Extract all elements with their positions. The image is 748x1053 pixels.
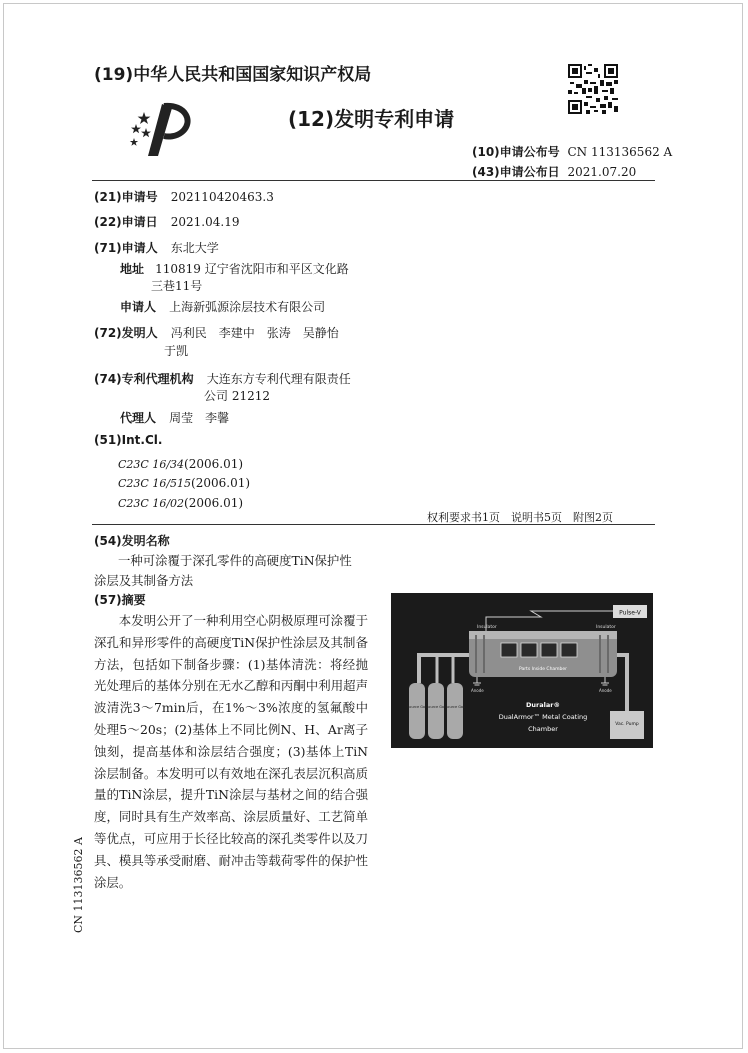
second-applicant-label: 申请人 (120, 300, 157, 314)
applicant-row (94, 237, 219, 256)
ipc-code: C23C 16/02 (118, 497, 185, 510)
publication-date: 2021.07.20 (567, 165, 637, 179)
gas-cylinder (428, 683, 444, 739)
publication-date-label: (43)申请公布日 (472, 165, 560, 179)
inventors-line-2: 于凯 (164, 344, 189, 358)
insulator-left-label: Insulator (477, 625, 497, 630)
office-name: (19)中华人民共和国国家知识产权局 (94, 65, 372, 85)
second-applicant-row (120, 296, 325, 315)
address-line-2: 三巷11号 (151, 279, 203, 293)
agency-label: (74)专利代理机构 (94, 372, 194, 386)
publication-number-row (472, 143, 672, 160)
publication-date-row (472, 163, 636, 180)
ipc-row (118, 492, 243, 511)
source-gas-label: Source Gas (407, 705, 427, 709)
pages-info: 权利要求书1页 说明书5页 附图2页 (427, 511, 613, 524)
application-date-label: (22)申请日 (94, 215, 158, 229)
anode-left-label: Anode (471, 688, 484, 693)
application-number-row (94, 186, 274, 205)
publication-number: CN 113136562 A (567, 145, 673, 159)
publication-number-label: (10)申请公布号 (472, 145, 560, 159)
agency-line-1: 大连东方专利代理有限责任 (206, 372, 351, 386)
invention-title-label: (54)发明名称 (94, 534, 170, 548)
side-publication-number (60, 833, 90, 933)
anode-right-label: Anode (599, 688, 612, 693)
part-block (561, 643, 577, 657)
applicant: 东北大学 (170, 241, 219, 255)
cnipa-logo (124, 100, 196, 162)
ipc-row (118, 453, 243, 472)
agency-line-2: 公司 21212 (204, 389, 270, 403)
ipc-code: C23C 16/515 (118, 477, 192, 490)
inventors-line-1: 冯利民 李建中 张涛 吴静怡 (170, 326, 339, 340)
insulator-right-label: Insulator (596, 625, 616, 630)
agents: 周莹 李馨 (169, 411, 230, 425)
part-block (541, 643, 557, 657)
abstract-label: (57)摘要 (94, 593, 146, 607)
address-label: 地址 (120, 262, 145, 276)
application-number-label: (21)申请号 (94, 190, 158, 204)
application-number: 202110420463.3 (170, 190, 274, 204)
brand-product: DualArmor™ Metal Coating (498, 713, 588, 721)
ipc-date: (2006.01) (184, 496, 244, 510)
gas-cylinder (409, 683, 425, 739)
ipc-date: (2006.01) (184, 457, 244, 471)
gas-cylinder (447, 683, 463, 739)
applicant-label: (71)申请人 (94, 241, 158, 255)
agent-row (120, 407, 229, 426)
invention-title-line-1: 一种可涂覆于深孔零件的高硬度TiN保护性 (118, 553, 352, 568)
coating-chamber-figure (391, 593, 653, 748)
part-block (501, 643, 517, 657)
vacuum-pump-label: Vac. Pump (615, 722, 639, 727)
brand-name: Duralar® (526, 701, 560, 709)
inventors-label: (72)发明人 (94, 326, 158, 340)
application-date-row (94, 211, 239, 230)
document-type: (12)发明专利申请 (288, 107, 455, 131)
brand-chamber: Chamber (528, 725, 558, 733)
pages-divider (92, 524, 655, 525)
ipc-row (118, 472, 250, 491)
address-line-1: 110819 辽宁省沈阳市和平区文化路 (155, 262, 349, 276)
qr-code-icon (568, 64, 618, 114)
part-block (521, 643, 537, 657)
agency-row (94, 368, 351, 387)
parts-inside-label: Parts Inside Chamber (518, 667, 568, 672)
abstract-text: 本发明公开了一种利用空心阴极原理可涂覆于深孔和异形零件的高硬度TiN保护性涂层及其制备方法，包括如下制备步骤：(1)基体清洗：将经抛光处理后的基体分别在无水乙醇和丙酮中利用超声波清洗3～7min后，在1%～3%浓度的氢氟酸中处理5～20s；(2)基体上不同比例N、H、Ar离子蚀刻，提高基体和涂层结合强度；(3)基体上TiN涂层制备。本发明可以有效地在深孔表层沉积高质量的TiN涂层，提升TiN涂层与基材之间的结合强度，同时具有生产效率高、涂层质量好、工艺简单等优点，可应用于长径比较高的深孔类零件以及刀具、模具等承受耐磨、耐冲击等载荷零件的保护性涂层。 (94, 613, 368, 890)
inventors-row (94, 322, 339, 341)
source-gas-label: Source Gas (426, 705, 446, 709)
second-applicant: 上海新弧源涂层技术有限公司 (169, 300, 326, 314)
ipc-code: C23C 16/34 (118, 458, 185, 471)
intcl-label: (51)Int.Cl. (94, 433, 163, 447)
pulse-label: Pulse-V (619, 609, 641, 617)
invention-title-line-2: 涂层及其制备方法 (94, 573, 194, 588)
agent-label: 代理人 (120, 411, 157, 425)
address-row (120, 258, 349, 277)
source-gas-label: Source Gas (445, 705, 465, 709)
ipc-date: (2006.01) (191, 476, 251, 490)
application-date: 2021.04.19 (170, 215, 240, 229)
header-divider (92, 180, 655, 181)
side-publication-number-text: CN 113136562 A (72, 837, 85, 933)
